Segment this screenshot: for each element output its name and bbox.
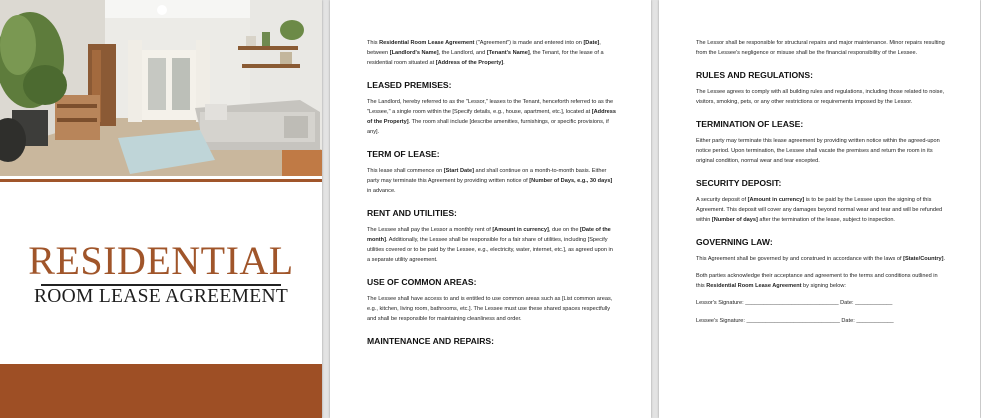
text-run: , due on the — [548, 227, 580, 233]
bold-text: [Start Date] — [443, 168, 474, 174]
bold-text: [Amount in currency] — [747, 197, 805, 203]
bold-text: [Address of the Property] — [367, 109, 616, 125]
section-paragraph — [696, 254, 946, 264]
section-heading: SECURITY DEPOSIT: — [696, 178, 782, 188]
section-paragraph — [696, 87, 946, 107]
bold-text: [Date] — [583, 40, 600, 46]
section-paragraph — [367, 225, 617, 265]
text-run: The Landlord, hereby referred to as the "Lessor," leases to the Tenant, henceforth referred to as the "Lessee," a single room within the [Specify details, e.g., house, apartment, etc.], located at — [367, 99, 614, 115]
text-run: , the Landlord, and — [438, 50, 487, 56]
text-run: Either party may terminate this lease agreement by providing written notice within the agreed-upon notice period. Upon termination, the Lessee shall vacate the premises and return the room in its original condition, normal wear and tear excepted. — [696, 138, 940, 164]
section-heading: MAINTENANCE AND REPAIRS: — [367, 336, 494, 346]
text-run: is to be paid by the Lessee upon the signing of this Agreement. This deposit will cover any damages beyond normal wear and tear and will be refunded within — [696, 197, 943, 223]
section-paragraph — [696, 195, 946, 225]
text-run: ("Agreement") is made and entered into on — [474, 40, 584, 46]
intro-paragraph — [696, 38, 946, 58]
text-run: . The room shall include [describe amenities, furnishings, or specific provisions, if any]. — [367, 119, 609, 135]
cover-accent-line — [0, 179, 322, 182]
bold-text: [Date of the month] — [367, 227, 611, 243]
section-heading: TERM OF LEASE: — [367, 149, 440, 159]
text-run: . — [943, 256, 946, 262]
text-run: Both parties acknowledge their acceptance and agreement to the terms and conditions outlined in this — [696, 273, 938, 289]
cover-page — [0, 0, 322, 418]
text-run: This lease shall commence on — [367, 168, 444, 174]
section-paragraph — [367, 97, 617, 137]
text-run: The Lessee shall pay the Lessor a monthly rent of — [367, 227, 493, 233]
lessor-signature-line: Lessor's Signature: ______________________________ Date: ____________ — [696, 300, 893, 306]
section-heading: LEASED PREMISES: — [367, 80, 452, 90]
bold-text: [Address of the Property] — [435, 60, 504, 66]
page-2-content — [367, 38, 617, 347]
bold-text: [State/Country] — [903, 256, 944, 262]
cover-bottom-band — [0, 364, 322, 418]
page-3-content — [696, 38, 946, 326]
section-heading: RENT AND UTILITIES: — [367, 208, 457, 218]
section-heading: TERMINATION OF LEASE: — [696, 119, 804, 129]
text-run: , between — [367, 40, 601, 56]
section-paragraph — [367, 166, 617, 196]
bold-text: [Amount in currency] — [492, 227, 549, 233]
intro-paragraph — [367, 38, 617, 68]
section-paragraph — [696, 136, 946, 166]
cover-subtitle: ROOM LEASE AGREEMENT — [33, 286, 289, 307]
text-run: . Additionally, the Lessee shall be responsible for a fair share of utilities, including [Specify utilities covered or to be paid by the Lessee, e.g., electricity, water, internet, etc.], as agreed upon in a separate utility agreement. — [367, 237, 613, 263]
text-run: The Lessor shall be responsible for structural repairs and major maintenance. Minor repairs resulting from the Lessee's negligence or misuse shall be the financial responsibility of the Lessee. — [696, 40, 945, 56]
text-run: after the termination of the lease, subject to inspection. — [757, 217, 895, 223]
text-run: and shall continue on a month-to-month basis. Either party may terminate this Agreement by providing written notice of — [367, 168, 607, 184]
text-run: A security deposit of — [696, 197, 748, 203]
section-heading: USE OF COMMON AREAS: — [367, 277, 477, 287]
bold-text: Residential Room Lease Agreement — [379, 40, 475, 46]
text-run: by signing below: — [801, 283, 846, 289]
text-run: This Agreement shall be governed by and construed in accordance with the laws of — [696, 256, 904, 262]
text-run: This — [367, 40, 380, 46]
bold-text: [Number of days] — [711, 217, 758, 223]
lessee-signature-line: Lessee's Signature: ______________________________ Date: ____________ — [696, 318, 894, 324]
cover-title: RESIDENTIAL — [28, 238, 294, 283]
closing-paragraph — [696, 271, 946, 291]
text-run: The Lessee agrees to comply with all building rules and regulations, including those related to noise, visitors, smoking, pets, or any other restrictions or requirements imposed by the Lessor. — [696, 89, 945, 105]
bold-text: [Number of Days, e.g., 30 days] — [529, 178, 613, 184]
text-run: . — [503, 60, 505, 66]
living-room-image — [0, 0, 322, 176]
bold-text: Residential Room Lease Agreement — [706, 283, 802, 289]
section-heading: GOVERNING LAW: — [696, 237, 773, 247]
bold-text: [Tenant's Name] — [486, 50, 530, 56]
section-heading: RULES AND REGULATIONS: — [696, 70, 813, 80]
section-paragraph — [367, 294, 617, 324]
bold-text: [Landlord's Name] — [389, 50, 439, 56]
text-run: The Lessee shall have access to and is entitled to use common areas such as [List common areas, e.g., kitchen, living room, bathrooms, etc.]. The Lessee must use these shared spaces respectfully and shall be responsible for maintaining cleanliness and order. — [367, 296, 613, 322]
document-page-2 — [330, 0, 651, 418]
cover-photo — [0, 0, 322, 176]
text-run: , the Tenant, for the lease of a residential room situated at — [367, 50, 604, 66]
document-page-3 — [659, 0, 980, 418]
text-run: in advance. — [367, 188, 396, 194]
